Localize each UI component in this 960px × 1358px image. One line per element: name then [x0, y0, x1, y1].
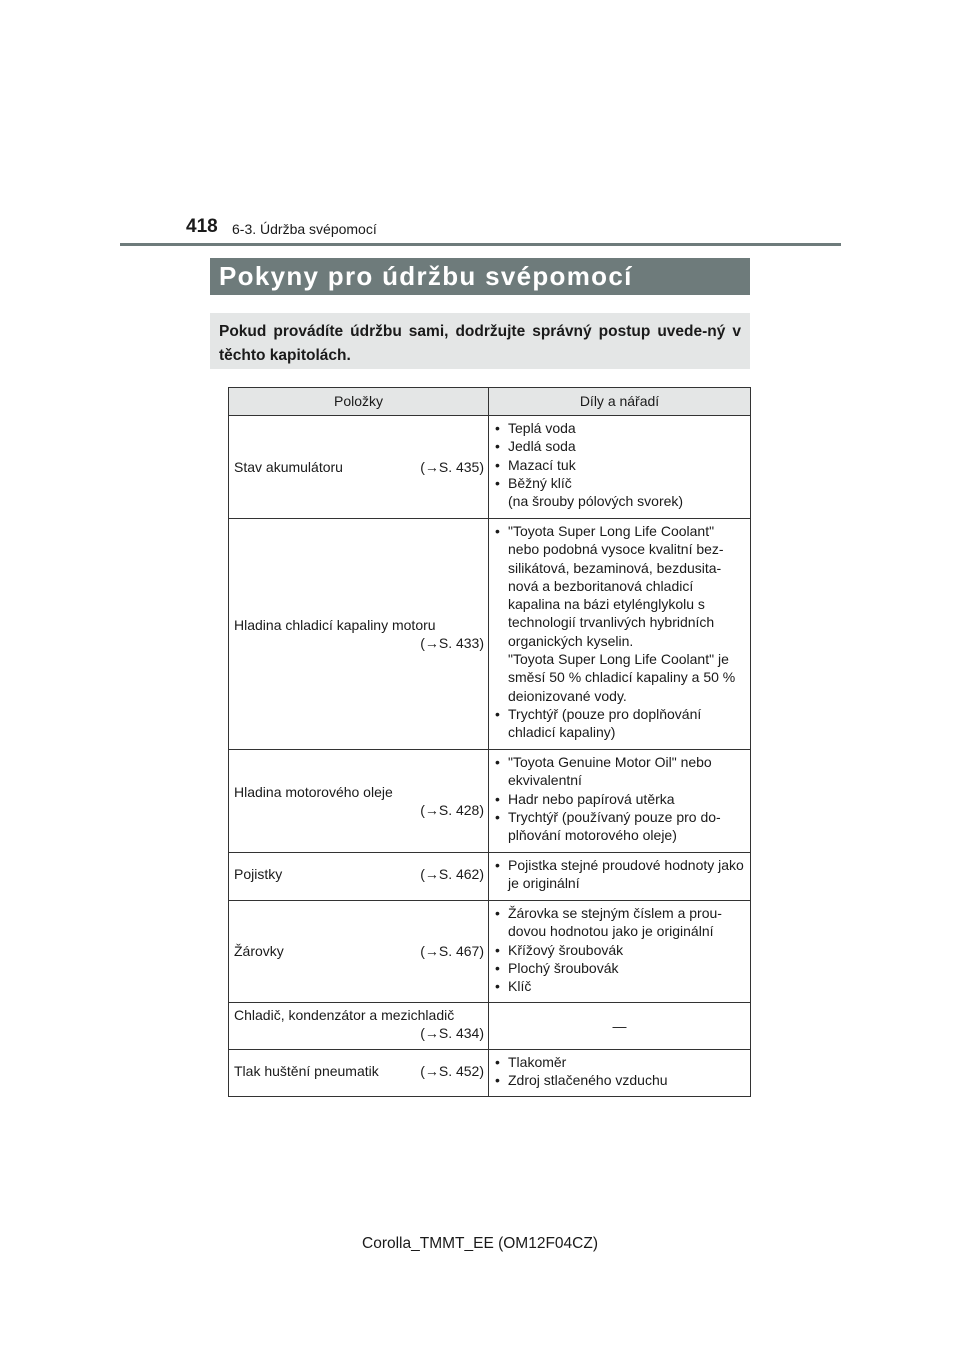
item-name: Žárovky	[234, 943, 284, 960]
page-title: Pokyny pro údržbu svépomocí	[219, 261, 633, 291]
intro-box	[210, 313, 750, 369]
item-name: Hladina chladicí kapaliny motoru	[234, 616, 436, 633]
tool-list	[493, 753, 746, 844]
list-item: • Jedlá soda	[493, 437, 746, 455]
table-row	[229, 416, 751, 519]
page-reference: (→S. 462)	[420, 866, 484, 882]
intro-text: Pokud provádíte údržbu sami, dodržujte správný postup uvede-ný v těchto kapitolách.	[219, 323, 741, 364]
item-cell	[229, 1050, 489, 1097]
tool-list	[493, 904, 746, 995]
list-item: • Žárovka se stejným číslem a prou-dovou hodnotou jako je originální	[493, 904, 746, 941]
list-item: • Hadr nebo papírová utěrka	[493, 790, 746, 808]
column-header-items: Položky	[229, 388, 489, 416]
tools-cell-empty	[489, 1003, 751, 1050]
item-name: Stav akumulátoru	[234, 458, 343, 475]
list-item: • "Toyota Genuine Motor Oil" nebo ekvivalentní	[493, 753, 746, 790]
parts-table	[228, 387, 751, 1097]
table-header-row	[229, 388, 751, 416]
list-item: • Pojistka stejné proudové hodnoty jako je originální	[493, 856, 746, 893]
page-reference: (→S. 428)	[420, 802, 484, 818]
document-code: Corolla_TMMT_EE (OM12F04CZ)	[362, 1235, 598, 1252]
item-cell	[229, 853, 489, 901]
list-item: • Běžný klíč (na šrouby pólových svorek)	[493, 474, 746, 511]
item-name: Hladina motorového oleje	[234, 783, 393, 800]
list-item: • Zdroj stlačeného vzduchu	[493, 1071, 746, 1089]
list-item: • Plochý šroubovák	[493, 959, 746, 977]
item-cell	[229, 416, 489, 519]
tools-cell	[489, 1050, 751, 1097]
table-row	[229, 1003, 751, 1050]
table-row	[229, 901, 751, 1003]
column-header-tools: Díly a nářadí	[489, 388, 751, 416]
page-title-bar	[210, 258, 750, 295]
page-reference: (→S. 452)	[420, 1063, 484, 1079]
page-number: 418	[186, 216, 218, 237]
list-item: • "Toyota Super Long Life Coolant" nebo podobná vysoce kvalitní bez-silikátová, bezaminová, bezdusita-nová a bezboritanová chladicí kapalina na bázi etylénglykolu s technologií trvanlivých hybridních organických kyselin. "Toyota Super Long Life Coolant" je směsí 50 % chladicí kapaliny a 50 % deionizované vody.	[493, 522, 746, 705]
tool-list	[493, 1053, 746, 1090]
list-item-continuation: "Toyota Super Long Life Coolant" je směsí 50 % chladicí kapaliny a 50 % deionizované vody.	[508, 651, 736, 704]
page-reference: (→S. 434)	[420, 1025, 484, 1042]
item-name: Chladič, kondenzátor a mezichladič	[234, 1007, 455, 1023]
list-item: • Klíč	[493, 977, 746, 995]
item-cell	[229, 750, 489, 853]
tool-list	[493, 856, 746, 893]
page-reference: (→S. 435)	[420, 458, 484, 475]
section-reference: 6-3. Údržba svépomocí	[232, 221, 377, 237]
list-item-continuation: (na šrouby pólových svorek)	[508, 493, 684, 510]
table-row	[229, 853, 751, 901]
table-row	[229, 1050, 751, 1097]
tools-cell	[489, 750, 751, 853]
table-row	[229, 519, 751, 750]
item-name: Tlak huštění pneumatik	[234, 1063, 379, 1079]
tools-cell	[489, 416, 751, 519]
page-reference: (→S. 467)	[420, 943, 484, 960]
item-cell	[229, 901, 489, 1003]
list-item: • Křížový šroubovák	[493, 941, 746, 959]
list-item: • Mazací tuk	[493, 456, 746, 474]
tools-cell	[489, 901, 751, 1003]
list-item: • Trychtýř (pouze pro doplňování chladicí kapaliny)	[493, 705, 746, 742]
table-row	[229, 750, 751, 853]
tool-list	[493, 522, 746, 742]
item-name: Pojistky	[234, 866, 283, 882]
list-item: • Trychtýř (používaný pouze pro do-plňování motorového oleje)	[493, 808, 746, 845]
tools-cell	[489, 519, 751, 750]
header-divider	[120, 243, 841, 246]
item-cell	[229, 1003, 489, 1050]
tool-list	[493, 419, 746, 510]
empty-dash: —	[612, 1017, 627, 1034]
list-item: • Tlakoměr	[493, 1053, 746, 1071]
item-cell	[229, 519, 489, 750]
tools-cell	[489, 853, 751, 901]
page-reference: (→S. 433)	[420, 635, 484, 651]
list-item: • Teplá voda	[493, 419, 746, 437]
